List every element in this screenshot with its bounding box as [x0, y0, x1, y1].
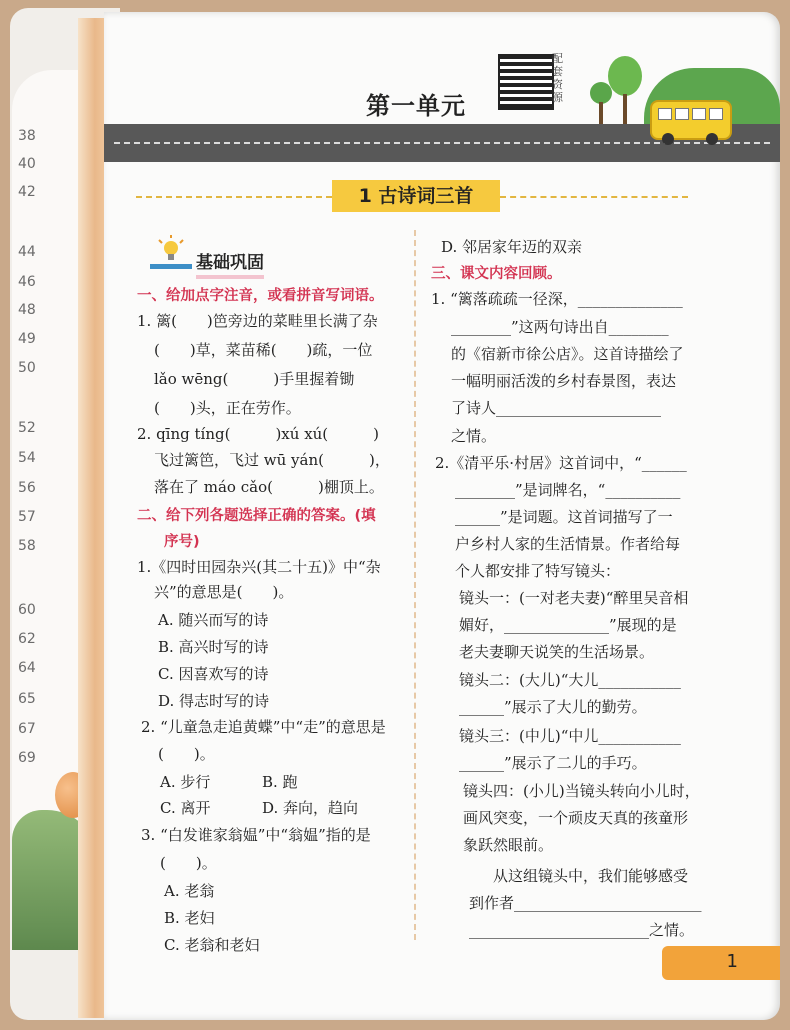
- lesson-divider-left: [136, 196, 332, 198]
- previous-page-number: 42: [18, 184, 36, 200]
- tree-trunk: [623, 94, 627, 124]
- section-badge: 基础巩固: [196, 248, 264, 279]
- mc3-option: A. 老翁: [164, 882, 215, 900]
- q1-line: ( )头，正在劳作。: [154, 399, 301, 417]
- r2-line: 画风突变，一个顽皮天真的孩童形: [463, 809, 689, 827]
- mc1-option: C. 因喜欢写的诗: [158, 665, 269, 683]
- q2-line: 飞过篱笆，飞过 wū yán( )，: [154, 451, 390, 469]
- mc2-option: C. 离开: [160, 799, 211, 817]
- tree-trunk: [599, 102, 603, 124]
- mc1-option: D. 得志时写的诗: [158, 692, 270, 710]
- r2-line: 镜头四：(小儿)当镜头转向小儿时，: [463, 782, 700, 800]
- q1-line: lǎo wēng( )手里握着锄: [154, 370, 355, 388]
- book-spine-edge: [78, 18, 106, 1018]
- r1-line: 一幅明丽活泼的乡村春景图，表达: [451, 372, 677, 390]
- bus-window: [692, 108, 706, 120]
- qr-code-icon[interactable]: [498, 54, 554, 110]
- q1-line: 1. 篱( )笆旁边的菜畦里长满了杂: [137, 312, 378, 330]
- previous-page-number: 46: [18, 274, 36, 290]
- mc1-option: A. 随兴而写的诗: [158, 611, 269, 629]
- r2-line: 从这组镜头中，我们能够感受: [463, 867, 689, 885]
- bus-wheel: [706, 133, 718, 145]
- previous-page-number: 40: [18, 156, 36, 172]
- mc1-line: 兴”的意思是( )。: [154, 583, 294, 601]
- r1-line: 1. “篱落疏疏一径深，______________: [431, 290, 683, 308]
- previous-page-number: 49: [18, 331, 36, 347]
- previous-page-number: 65: [18, 691, 36, 707]
- q2-line: 2. qīng tíng( )xú xú( ): [137, 425, 380, 443]
- previous-page-number: 52: [18, 420, 36, 436]
- r2-line: 个人都安排了特写镜头：: [455, 562, 621, 580]
- section-2-title: 二、给下列各题选择正确的答案。(填: [137, 508, 376, 524]
- r2-line: ________________________之情。: [469, 921, 695, 939]
- tree-icon: [590, 82, 612, 104]
- lightbulb-icon: [148, 234, 194, 272]
- tree-icon: [608, 56, 642, 96]
- previous-page-number: 69: [18, 750, 36, 766]
- previous-page-number: 57: [18, 509, 36, 525]
- mc2-option: B. 跑: [262, 773, 298, 791]
- q1-line: ( )草，菜苗稀( )疏，一位: [154, 341, 373, 359]
- mc2-option: D. 奔向，趋向: [262, 799, 359, 817]
- column-divider: [414, 230, 416, 940]
- r2-line: ________”是词牌名，“__________: [455, 481, 681, 499]
- previous-page-number: 64: [18, 660, 36, 676]
- bus-window: [709, 108, 723, 120]
- previous-page-number: 48: [18, 302, 36, 318]
- r2-line: 镜头二：(大儿)“大儿___________: [459, 671, 681, 689]
- section-3-title: 三、课文内容回顾。: [431, 266, 562, 282]
- r2-line: 象跃然眼前。: [463, 836, 554, 854]
- mc2-line: 2. “儿童急走追黄蝶”中“走”的意思是: [141, 718, 386, 736]
- r2-line: 2.《清平乐·村居》这首词中，“______: [435, 454, 687, 472]
- r2-line: 户乡村人家的生活情景。作者给每: [455, 535, 681, 553]
- previous-page-number: 54: [18, 450, 36, 466]
- previous-page-number: 58: [18, 538, 36, 554]
- mc1-option: B. 高兴时写的诗: [158, 638, 269, 656]
- unit-title: 第一单元: [366, 92, 466, 120]
- r1-line: 之情。: [451, 427, 497, 445]
- mc1-line: 1.《四时田园杂兴(其二十五)》中“杂: [137, 558, 381, 576]
- r2-line: 老夫妻聊天说笑的生活场景。: [459, 643, 655, 661]
- r1-line: 了诗人______________________: [451, 399, 662, 417]
- r2-line: 镜头一：(一对老夫妻)“醉里吴音相: [459, 589, 689, 607]
- previous-page-number: 50: [18, 360, 36, 376]
- mc3-line: 3. “白发谁家翁媪”中“翁媪”指的是: [141, 826, 371, 844]
- previous-page-number: 67: [18, 721, 36, 737]
- section-2-title-cont: 序号): [164, 534, 200, 550]
- previous-page-number: 56: [18, 480, 36, 496]
- mc3-line: ( )。: [160, 854, 217, 872]
- bus-window: [675, 108, 689, 120]
- r2-line: 到作者_________________________: [469, 894, 702, 912]
- lesson-title: 1 古诗词三首: [332, 180, 500, 212]
- mc3-option: D. 邻居家年迈的双亲: [441, 238, 583, 256]
- r1-line: ________”这两句诗出自________: [451, 318, 669, 336]
- section-1-title: 一、给加点字注音，或看拼音写词语。: [137, 288, 384, 304]
- q2-line: 落在了 máo cǎo( )棚顶上。: [154, 478, 384, 496]
- r2-line: ______”是词题。这首词描写了一: [455, 508, 673, 526]
- page-number-tab: [662, 946, 780, 980]
- previous-page-number: 62: [18, 631, 36, 647]
- r2-line: ______”展示了二儿的手巧。: [459, 754, 647, 772]
- qr-label: 配套资源: [552, 52, 563, 104]
- mc2-line: ( )。: [158, 745, 215, 763]
- mc2-option: A. 步行: [160, 773, 211, 791]
- school-bus-icon: [650, 100, 732, 140]
- workbook-page: [104, 12, 780, 1020]
- previous-page-number: 60: [18, 602, 36, 618]
- r2-line: 镜头三：(中儿)“中儿___________: [459, 727, 681, 745]
- previous-page-number: 38: [18, 128, 36, 144]
- page-number: 1: [726, 951, 738, 972]
- r2-line: 媚好，______________”展现的是: [459, 616, 677, 634]
- r2-line: ______”展示了大儿的勤劳。: [459, 698, 647, 716]
- bus-window: [658, 108, 672, 120]
- bus-wheel: [662, 133, 674, 145]
- mc3-option: C. 老翁和老妇: [164, 936, 260, 954]
- mc3-option: B. 老妇: [164, 909, 215, 927]
- previous-page-number: 44: [18, 244, 36, 260]
- lesson-divider-right: [500, 196, 688, 198]
- r1-line: 的《宿新市徐公店》。这首诗描绘了: [451, 345, 684, 363]
